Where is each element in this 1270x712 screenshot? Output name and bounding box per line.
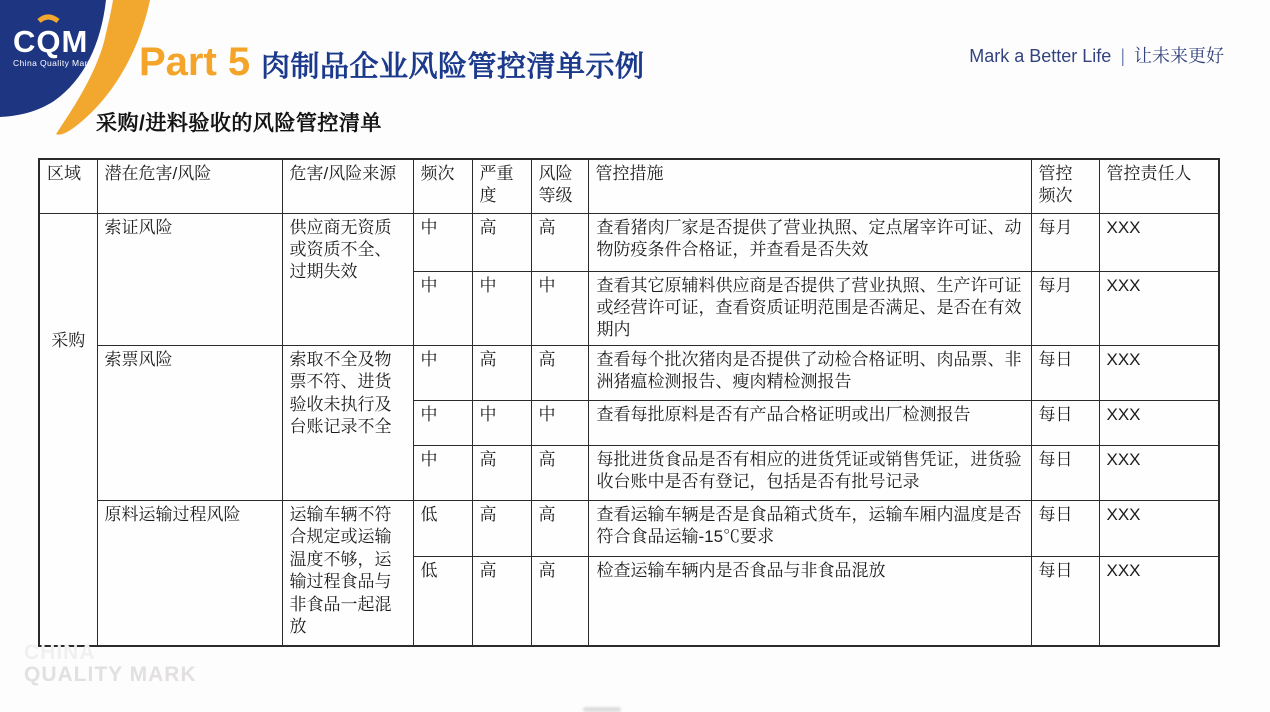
col-header-measures: 管控措施 [588, 159, 1031, 213]
cell-control-frequency: 每日 [1031, 556, 1099, 646]
watermark-line2: QUALITY MARK [24, 663, 197, 686]
col-header-frequency: 频次 [413, 159, 472, 213]
table-row [39, 345, 1219, 400]
cell-severity: 高 [472, 213, 531, 271]
col-header-control-frequency: 管控频次 [1031, 159, 1099, 213]
cell-owner: XXX [1099, 445, 1219, 500]
watermark-line1: CHINA [24, 641, 96, 664]
cell-control-frequency: 每日 [1031, 445, 1099, 500]
cell-risk-level: 中 [531, 271, 588, 345]
cell-frequency: 中 [413, 213, 472, 271]
cell-control-frequency: 每月 [1031, 213, 1099, 271]
page-title: 肉制品企业风险管控清单示例 [261, 51, 645, 83]
cell-severity: 高 [472, 345, 531, 400]
cell-frequency: 低 [413, 556, 472, 646]
logo-brand-text: CQM [13, 24, 89, 59]
slogan-zh: 让未来更好 [1134, 46, 1224, 66]
cell-measure: 查看每个批次猪肉是否提供了动检合格证明、肉品票、非洲猪瘟检测报告、瘦肉精检测报告 [588, 345, 1031, 400]
table-row [39, 213, 1219, 271]
col-header-risk-level: 风险等级 [531, 159, 588, 213]
cell-frequency: 中 [413, 345, 472, 400]
cell-owner: XXX [1099, 271, 1219, 345]
cell-risk-level: 高 [531, 556, 588, 646]
cell-control-frequency: 每日 [1031, 500, 1099, 556]
cell-risk-level: 高 [531, 345, 588, 400]
cell-control-frequency: 每日 [1031, 345, 1099, 400]
part-label: Part 5 [139, 40, 251, 84]
cell-severity: 高 [472, 445, 531, 500]
col-header-source: 危害/风险来源 [282, 159, 413, 213]
cell-hazard: 原料运输过程风险 [97, 500, 282, 646]
slogan-en: Mark a Better Life [969, 46, 1112, 66]
col-header-hazard: 潜在危害/风险 [97, 159, 282, 213]
cell-severity: 中 [472, 400, 531, 445]
cell-control-frequency: 每月 [1031, 271, 1099, 345]
cell-frequency: 中 [413, 445, 472, 500]
cell-hazard: 索票风险 [97, 345, 282, 500]
cell-measure: 检查运输车辆内是否食品与非食品混放 [588, 556, 1031, 646]
cell-measure: 每批进货食品是否有相应的进货凭证或销售凭证，进货验收台账中是否有登记，包括是否有批号记录 [588, 445, 1031, 500]
cell-frequency: 低 [413, 500, 472, 556]
bottom-center-smudge [583, 707, 621, 712]
table-row [39, 500, 1219, 556]
cell-frequency: 中 [413, 400, 472, 445]
cell-measure: 查看每批原料是否有产品合格证明或出厂检测报告 [588, 400, 1031, 445]
cell-measure: 查看猪肉厂家是否提供了营业执照、定点屠宰许可证、动物防疫条件合格证，并查看是否失效 [588, 213, 1031, 271]
slogan-separator: | [1120, 46, 1125, 66]
cell-area: 采购 [39, 213, 97, 646]
cell-measure: 查看其它原辅料供应商是否提供了营业执照、生产许可证或经营许可证，查看资质证明范围是否满足、是否在有效期内 [588, 271, 1031, 345]
section-subtitle: 采购/进料验收的风险管控清单 [96, 112, 382, 135]
cell-frequency: 中 [413, 271, 472, 345]
cell-owner: XXX [1099, 345, 1219, 400]
cell-owner: XXX [1099, 556, 1219, 646]
cell-severity: 中 [472, 271, 531, 345]
table-header-row [39, 159, 1219, 213]
cell-owner: XXX [1099, 500, 1219, 556]
cell-risk-level: 高 [531, 500, 588, 556]
cell-hazard: 索证风险 [97, 213, 282, 345]
cell-severity: 高 [472, 556, 531, 646]
brand-slogan [969, 42, 1224, 68]
cell-measure: 查看运输车辆是否是食品箱式货车，运输车厢内温度是否符合食品运输-15℃要求 [588, 500, 1031, 556]
logo-tagline: China Quality Mark [13, 58, 93, 68]
cell-risk-level: 高 [531, 213, 588, 271]
cell-source: 运输车辆不符合规定或运输温度不够，运输过程食品与非食品一起混放 [282, 500, 413, 646]
col-header-severity: 严重度 [472, 159, 531, 213]
cell-source: 供应商无资质或资质不全、过期失效 [282, 213, 413, 345]
cell-risk-level: 中 [531, 400, 588, 445]
col-header-owner: 管控责任人 [1099, 159, 1219, 213]
col-header-area: 区域 [39, 159, 97, 213]
cell-risk-level: 高 [531, 445, 588, 500]
cell-owner: XXX [1099, 400, 1219, 445]
cell-source: 索取不全及物票不符、进货验收未执行及台账记录不全 [282, 345, 413, 500]
risk-control-table [38, 158, 1220, 647]
cell-severity: 高 [472, 500, 531, 556]
cell-control-frequency: 每日 [1031, 400, 1099, 445]
cell-owner: XXX [1099, 213, 1219, 271]
